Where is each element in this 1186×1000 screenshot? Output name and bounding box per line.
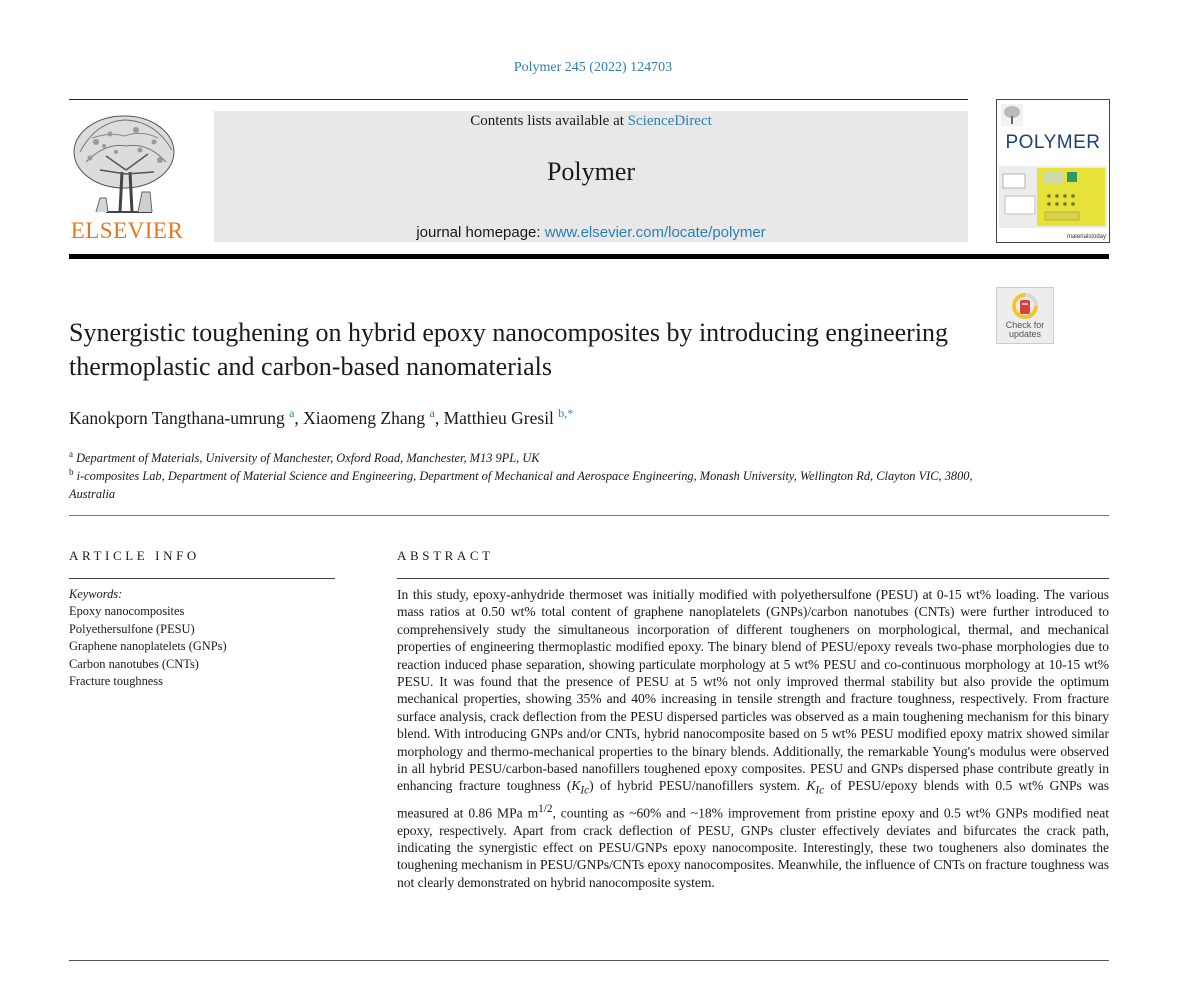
keyword-item: Carbon nanotubes (CNTs) <box>69 656 199 671</box>
crossmark-label <box>997 321 1053 339</box>
cover-tree-icon <box>1001 104 1023 126</box>
sciencedirect-link[interactable]: ScienceDirect <box>627 113 712 129</box>
keywords-block <box>69 586 335 690</box>
author-affiliation-mark[interactable]: a <box>289 406 295 420</box>
cover-footer: materialstoday <box>1066 234 1106 240</box>
keyword-item: Fracture toughness <box>69 674 163 689</box>
affiliation-b <box>69 464 989 503</box>
homepage-prefix: journal homepage: <box>416 224 545 241</box>
keyword-item: Epoxy nanocomposites <box>69 604 185 619</box>
contents-prefix: Contents lists available at <box>470 113 628 129</box>
k-symbol: K <box>806 778 816 794</box>
affiliation-text: Department of Materials, University of Manchester, Oxford Road, Manchester, M13 9PL, UK <box>76 451 540 466</box>
unit-exponent: 1/2 <box>538 802 553 815</box>
cover-title: POLYMER <box>1005 132 1101 153</box>
homepage-line <box>214 224 968 241</box>
abstract-part4: , counting as ~60% and ~18% improvement from pristine epoxy and 0.5 wt% GNPs modified neat epoxy, respectively. Apart from crack deflection of PESU, GNPs cluster effectively deviates and bifurcates the crack path, indicating the synergistic effect on PESU/GNPs epoxy nanocomposite. Interestingly, these two tougheners also dominates the toughening mechanism in PESU/GNPs/CNTs epoxy nanocomposites. Meanwhile, the influence of CNTs on fracture toughness was not clearly demonstrated on hybrid nanocomposite system. <box>397 805 1110 890</box>
abstract-part2: ) of hybrid PESU/nanofillers system. <box>589 778 807 794</box>
keywords-label: Keywords: <box>69 587 123 601</box>
journal-banner <box>214 111 968 242</box>
section-divider <box>69 515 1109 516</box>
k-symbol: K <box>571 778 581 794</box>
cover-graphic-icon <box>999 166 1107 228</box>
affiliation-mark: a <box>69 449 73 459</box>
author-affiliation-mark[interactable]: a <box>429 406 435 420</box>
affiliation-mark: b <box>69 467 74 477</box>
abstract-text <box>397 586 1109 891</box>
abstract-part3: of PESU/epoxy blends with 0.5 wt% GNPs was measured at 0.86 MPa m <box>397 778 1110 821</box>
journal-citation[interactable]: Polymer 245 (2022) 124703 <box>513 60 673 75</box>
journal-name: Polymer <box>546 157 636 186</box>
keyword-item: Polyethersulfone (PESU) <box>69 621 195 636</box>
author-name[interactable]: Matthieu Gresil <box>443 407 554 428</box>
crossmark-icon <box>1010 291 1040 321</box>
abstract-part1: In this study, epoxy-anhydride thermoset was initially modified with polyethersulfone (PESU) at 0-15 wt% loading. The various mass ratios at 0.50 wt% total content of graphene nanoplatelets (GNPs)/carbon nanotubes (CNTs) were further introduced to comprehensively study the simultaneous incorporation of different tougheners on morphological, thermal, and mechanical properties of engineering thermoplastic modified epoxy. The binary blend of PESU/epoxy reveals two-phase morphologies due to reaction induced phase separation, showing particulate morphology at 5 wt% PESU and co-continuous morphology at 10-15 wt% PESU. It was found that the presence of PESU at 5 wt% not only improved thermal stability but also provide the optimum mechanical properties, showing 35% and 40% increasing in tensile strength and fracture toughness, respectively. From fracture surface analysis, crack deflection from the PESU dispersed particles was observed as a main toughening mechanism for this binary blend. With introducing GNPs and/or CNTs, hybrid nanocomposite based on 5 wt% PESU modified epoxy matrix showed similar morphology and thermo-mechanical properties to the binary blends. Additionally, the remarkable Young's modulus were observed in all hybrid PESU/carbon-based nanofillers toughened epoxy composites. PESU and GNPs dispersed phase contribute greatly in enhancing fracture toughness ( <box>397 587 1109 794</box>
keyword-item: Graphene nanoplatelets (GNPs) <box>69 639 227 654</box>
journal-cover[interactable] <box>996 99 1110 243</box>
header-thick-rule <box>69 254 1109 259</box>
author-name[interactable]: Xiaomeng Zhang <box>303 407 426 428</box>
elsevier-wordmark: ELSEVIER <box>70 218 184 243</box>
bottom-rule <box>69 960 1109 961</box>
k-subscript: Ic <box>815 785 825 798</box>
author-affiliation-mark[interactable]: b,* <box>558 406 574 420</box>
header-top-rule <box>69 99 968 100</box>
author-list: Kanokporn Tangthana-umrung $^a$, Xiaomeng Zhang $^a$, Matthieu Gresil $^{b,*}$ <box>69 406 574 428</box>
article-info-rule <box>69 578 335 579</box>
homepage-link[interactable]: www.elsevier.com/locate/polymer <box>544 224 766 241</box>
check-for-updates-badge[interactable] <box>996 287 1054 344</box>
author-name[interactable]: Kanokporn Tangthana-umrung <box>69 407 285 428</box>
crossmark-line1: Check for <box>1005 320 1045 330</box>
article-title: Synergistic toughening on hybrid epoxy nanocomposites by introducing engineering thermoplastic and carbon-based nanomaterials <box>69 318 949 381</box>
k-subscript: Ic <box>580 785 590 798</box>
elsevier-logo[interactable] <box>66 112 188 244</box>
abstract-heading: ABSTRACT <box>397 548 494 563</box>
crossmark-line2: updates <box>1008 329 1042 339</box>
elsevier-tree-icon <box>66 112 188 220</box>
contents-line <box>214 113 968 130</box>
affiliation-text: i-composites Lab, Department of Material Science and Engineering, Department of Mechanical and Aerospace Engineering, Monash University, Wellington Rd, Clayton VIC, 3800, Australia <box>69 469 973 501</box>
abstract-rule <box>397 578 1109 579</box>
article-info-heading: ARTICLE INFO <box>69 548 200 563</box>
